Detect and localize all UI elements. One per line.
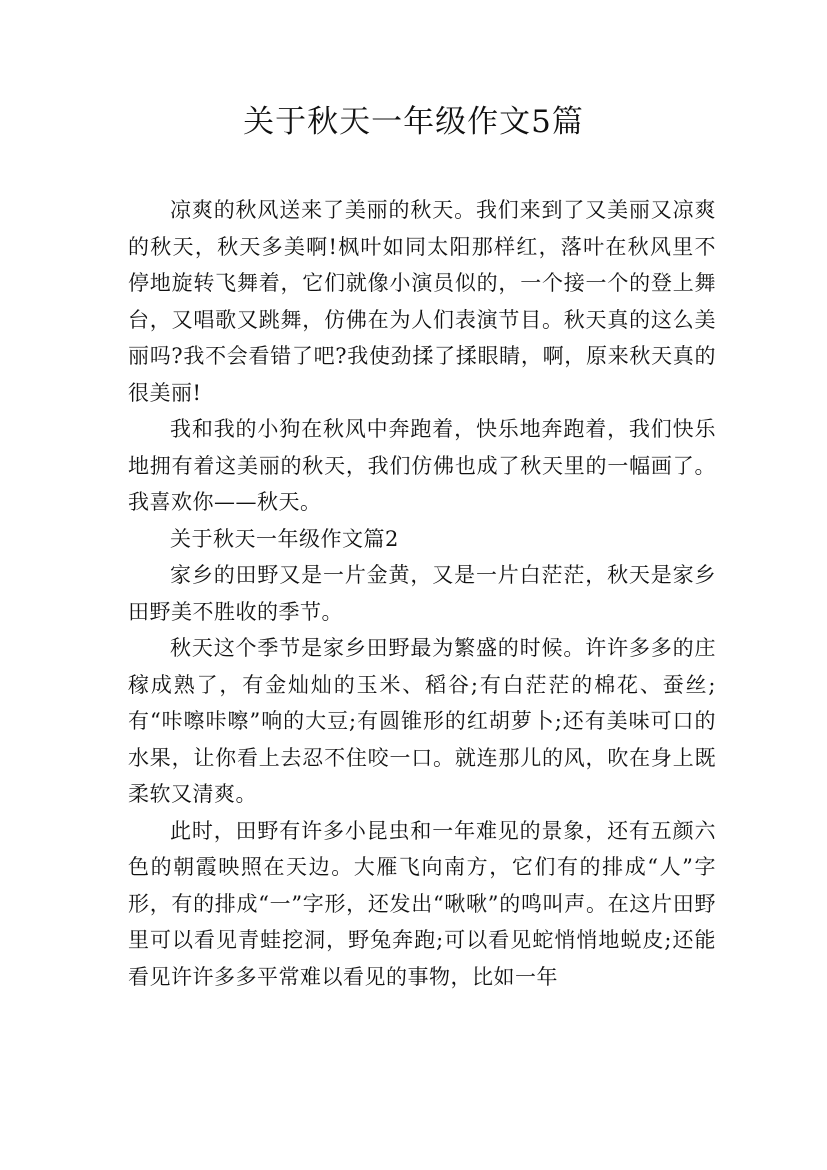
document-title: 关于秋天一年级作文5篇 — [243, 104, 584, 140]
document-body — [128, 192, 716, 995]
paragraph: 此时，田野有许多小昆虫和一年难见的景象，还有五颜六色的朝霞映照在天边。大雁飞向南方，它们有的排成“人”字形，有的排成“一”字形，还发出“啾啾”的鸣叫声。在这片田野里可以看见青蛙挖洞，野兔奔跑;可以看见蛇悄悄地蜕皮;还能看见许许多多平常难以看见的事物，比如一年 — [128, 818, 716, 989]
paragraph: 家乡的田野又是一片金黄，又是一片白茫茫，秋天是家乡田野美不胜收的季节。 — [128, 563, 716, 624]
paragraph: 秋天这个季节是家乡田野最为繁盛的时候。许许多多的庄稼成熟了，有金灿灿的玉米、稻谷;有白茫茫的棉花、蚕丝;有“咔嚓咔嚓”响的大豆;有圆锥形的红胡萝卜;还有美味可口的水果，让你看上去忍不住咬一口。就连那儿的风，吹在身上既柔软又清爽。 — [128, 636, 716, 806]
paragraph: 我和我的小狗在秋风中奔跑着，快乐地奔跑着，我们快乐地拥有着这美丽的秋天，我们仿佛也成了秋天里的一幅画了。我喜欢你——秋天。 — [128, 417, 716, 514]
paragraph: 凉爽的秋风送来了美丽的秋天。我们来到了又美丽又凉爽的秋天，秋天多美啊!枫叶如同太阳那样红，落叶在秋风里不停地旋转飞舞着，它们就像小演员似的，一个接一个的登上舞台，又唱歌又跳舞，仿佛在为人们表演节目。秋天真的这么美丽吗?我不会看错了吧?我使劲揉了揉眼睛，啊，原来秋天真的很美丽! — [128, 198, 716, 405]
section-heading: 关于秋天一年级作文篇2 — [170, 526, 399, 551]
